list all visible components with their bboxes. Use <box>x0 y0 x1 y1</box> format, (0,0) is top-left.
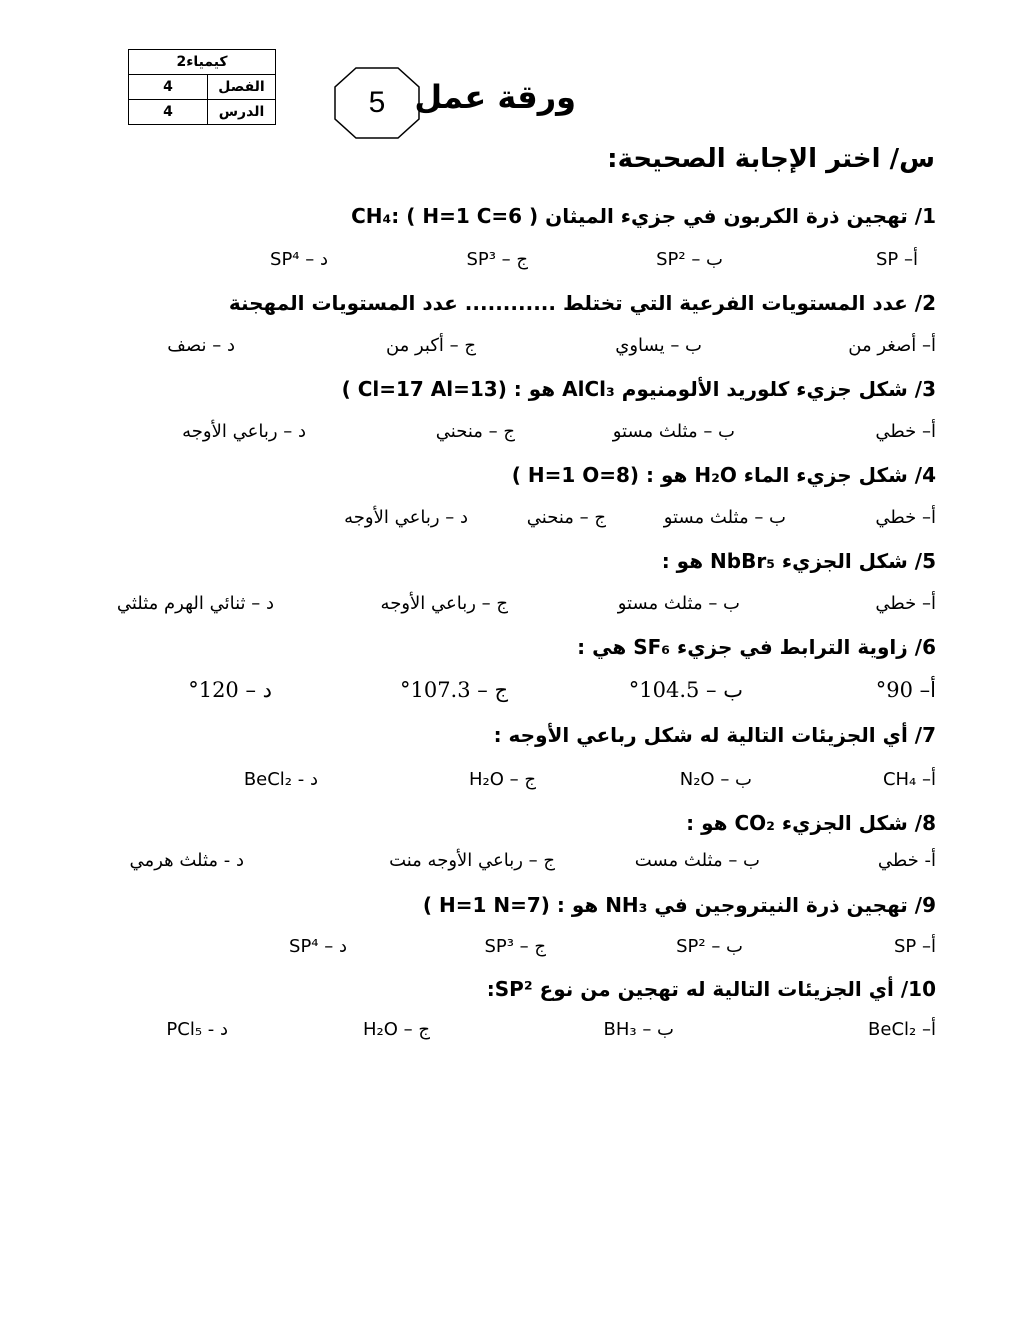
question-10: 10/ أي الجزيئات التالية له تهجين من نوع SP²: <box>486 977 936 1001</box>
q10-option-b[interactable]: ب – BH₃ <box>603 1019 674 1040</box>
q8-option-a[interactable]: أ- خطي <box>877 850 936 871</box>
q1-option-c[interactable]: ج – SP³ <box>466 249 528 270</box>
chapter-value: 4 <box>129 75 208 100</box>
question-7: 7/ أي الجزيئات التالية له شكل رباعي الأوجه : <box>493 723 936 747</box>
chapter-label: الفصل <box>208 75 276 100</box>
q3-option-a[interactable]: أ– خطي <box>875 421 936 442</box>
q8-option-d[interactable]: د - مثلث هرمي <box>129 850 244 871</box>
q3-option-c[interactable]: ج – منحني <box>435 421 515 442</box>
question-4: 4/ شكل جزيء الماء H₂O هو : (H=1 O=8 ) <box>511 463 936 487</box>
q1-option-d[interactable]: د – SP⁴ <box>270 249 328 270</box>
q7-option-b[interactable]: ب – N₂O <box>679 769 752 790</box>
q10-option-c[interactable]: ج – H₂O <box>363 1019 430 1040</box>
q4-option-d[interactable]: د – رباعي الأوجه <box>344 507 468 528</box>
q4-option-b[interactable]: ب – مثلث مستو <box>663 507 786 528</box>
q4-option-a[interactable]: أ– خطي <box>875 507 936 528</box>
q6-option-b[interactable]: ب – 104.5° <box>628 678 743 702</box>
q6-option-a[interactable]: أ– 90° <box>875 678 936 702</box>
q5-option-c[interactable]: ج – رباعي الأوجه <box>380 593 508 614</box>
q5-option-a[interactable]: أ– خطي <box>875 593 936 614</box>
q2-option-a[interactable]: أ– أصغر من <box>848 335 936 356</box>
q7-option-a[interactable]: أ– CH₄ <box>882 769 936 790</box>
q7-option-d[interactable]: د - BeCl₂ <box>243 769 318 790</box>
question-1: 1/ تهجين ذرة الكربون في جزيء الميثان CH₄: ( H=1 C=6 ) <box>351 204 936 228</box>
subject-cell: كيمياء2 <box>129 50 276 75</box>
lesson-value: 4 <box>129 100 208 125</box>
q5-option-b[interactable]: ب – مثلث مستو <box>617 593 740 614</box>
q6-option-d[interactable]: د – 120° <box>188 678 272 702</box>
q10-option-a[interactable]: أ– BeCl₂ <box>868 1019 936 1040</box>
q2-option-c[interactable]: ج – أكبر من <box>385 335 476 356</box>
q1-option-a[interactable]: أ– SP <box>875 249 918 270</box>
q10-option-d[interactable]: د - PCl₅ <box>166 1019 228 1040</box>
instruction: س/ اختر الإجابة الصحيحة: <box>607 144 935 174</box>
question-8: 8/ شكل الجزيء CO₂ هو : <box>686 811 936 835</box>
question-6: 6/ زاوية الترابط في جزيء SF₆ هي : <box>577 635 936 659</box>
q7-option-c[interactable]: ج – H₂O <box>469 769 536 790</box>
sheet-number: 5 <box>368 86 386 119</box>
q2-option-b[interactable]: ب – يساوي <box>615 335 702 356</box>
q9-option-d[interactable]: د – SP⁴ <box>289 936 347 957</box>
q9-option-c[interactable]: ج – SP³ <box>484 936 546 957</box>
q2-option-d[interactable]: د – نصف <box>167 335 235 356</box>
q8-option-b[interactable]: ب – مثلث مست <box>634 850 760 871</box>
q3-option-d[interactable]: د – رباعي الأوجه <box>182 421 306 442</box>
q8-option-c[interactable]: ج – رباعي الأوجه منت <box>389 850 555 871</box>
sheet-number-octagon <box>334 67 420 139</box>
sheet-title: ورقة عمل <box>414 78 576 116</box>
question-3: 3/ شكل جزيء كلوريد الألومنيوم AlCl₃ هو : (Cl=17 Al=13 ) <box>341 377 936 401</box>
question-5: 5/ شكل الجزيء NbBr₅ هو : <box>661 549 936 573</box>
question-2: 2/ عدد المستويات الفرعية التي تختلط ............ عدد المستويات المهجنة <box>228 291 936 315</box>
q3-option-b[interactable]: ب – مثلث مستو <box>612 421 735 442</box>
q1-option-b[interactable]: ب – SP² <box>656 249 723 270</box>
q6-option-c[interactable]: ج – 107.3° <box>399 678 508 702</box>
lesson-label: الدرس <box>208 100 276 125</box>
q5-option-d[interactable]: د – ثنائي الهرم مثلثي <box>116 593 274 614</box>
q4-option-c[interactable]: ج – منحني <box>526 507 606 528</box>
question-9: 9/ تهجين ذرة النيتروجين في NH₃ هو : (H=1 N=7 ) <box>422 893 936 917</box>
q9-option-b[interactable]: ب – SP² <box>676 936 743 957</box>
info-table <box>128 49 276 125</box>
q9-option-a[interactable]: أ– SP <box>893 936 936 957</box>
